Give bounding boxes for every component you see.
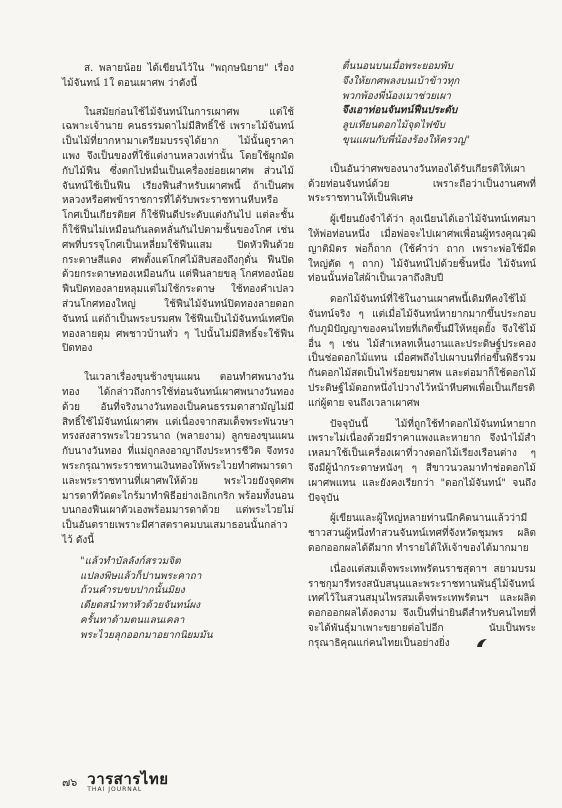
body-paragraph-2: ในเวลาเรื่องขุนช้างขุนแผน ตอนทำศพนางวันทอง ได้กล่าวถึงการใช้ท่อนจันทน์เผาศพนางวันทองด้วย อันที่จริงนางวันทองเป็นคนธรรมดาสามัญไม่มีสิทธิ์ใช้ไม้จันทน์เผาศพ แต่เนื่องจากสมเด็จพระพันวษาทรงสงสารพระไวยวรนาถ (พลายงาม) ลูกของขุนแผนกับนางวันทอง ที่แม่ถูกลงอาญาถึงประหารชีวิต จึงทรงพระกรุณาพระราชทานเงินทองให้พระไวยทำศพมารดา และพระราชทานที่เผาศพให้ด้วย พระไวยยังจุดศพมารดาที่วัดตะไกร้มาทำพิธีอย่างเอิกเกริก พร้อมทั้งนอนบนกองฟืนเผาตัวเองพร้อมมารดาด้วย แต่พระไวยไม่เป็นอันตรายเพราะมีศาสตราคมบนเสมาธอนนั้นกล่าวไว้ ดังนี้: [62, 372, 294, 546]
body-paragraph-4: ผู้เขียนยังจำได้ว่า ลุงเนียนได้เอาไม้จันทน์เทศมาให้พ่อท่อนหนึ่ง เมื่อพ่อจะไปเผาศพเพื่อนผู้ทรงคุณวุฒิญาติมิตร พ่อก็ถาก (ใช้คำว่า ถาก เพราะพ่อใช้มีดใหญ่ตัด ๆ ถาก) ไม้จันทน์ไปด้วยชิ้นหนึ่ง ไม้จันทน์ท่อนนั้นห่อใส่ผ้าเป็นเวลาถึงสิบปี: [308, 214, 536, 285]
verse-line: ครั้นทาด้ามตนแลนเคลา: [80, 614, 185, 626]
body-paragraph-6: ปัจจุบันนี้ ไม้ที่ถูกใช้ทำดอกไม้จันทน์หายาก เพราะไม่เนื่องด้วยมีราคาแพงและหายาก จึงนำไม้สำเหลมาใช้เป็นเครื่องเผาที่วางดอกไม้เรียงเรือนต่าง ๆ จึงมีผู้นำกระดาษหนังๆ ๆ สีขาวนวลมาทำช่อดอกไม้เผาศพแทน และยังคงเรียกว่า "ดอกไม้จันทน์" จนถึงปัจจุบัน: [308, 418, 536, 504]
body-paragraph-7: ผู้เขียนและผู้ใหญ่หลายท่านนึกคิดนานแล้วว่ามีชาวสวนผู้หนึ่งทำสวนจันทน์เทศที่จังหวัดชุมพร ผลิตดอกออกผลได้ดีมาก ทำรายได้ให้เจ้าของได้มากมาย: [308, 513, 536, 554]
verse-line: พวกพ้องพี่น้องเมาช่วยเผา: [342, 90, 451, 102]
page-footer: [62, 770, 532, 794]
body-paragraph-3: เป็นอันว่าศพของนางวันทองได้รับเกียรติให้เผาด้วยท่อนจันทน์ด้วย เพราะถือว่าเป็นงานศพที่พระราชทานให้เป็นพิเศษ: [308, 163, 536, 205]
verse-line: ขุนแผนกับพี่น้องร้องให้ครวญ": [342, 134, 471, 146]
body-paragraph-8: [308, 563, 536, 652]
verse-line: จึงให้ยกศพลงบนเบ้าข้าวทุก: [342, 75, 460, 87]
verse-line: แปลงพิษแล้วก็ปานพระคาถา: [80, 570, 202, 582]
left-column: [62, 62, 294, 643]
intro-paragraph: ส. พลายน้อย ได้เขียนไว้ใน "พฤกษนิยาย" เรื่อง ไม้จันทน์ 1ใ ตอนเผาศพ ว่าดังนี้: [62, 63, 294, 89]
end-of-article-icon: [454, 638, 466, 648]
verse-line: เดียดสนำทาหัวด้วยจันทน์ผง: [80, 600, 201, 612]
verse-line: ลูบเทียนดอกไม้จุดไฟขับ: [342, 120, 446, 132]
verse-line: "แล้วทำบัลลังก์สรวมจิต: [80, 555, 181, 567]
journal-name-english: THAI JOURNAL: [87, 785, 143, 793]
body-paragraph-1: ในสมัยก่อนใช้ไม้จันทน์ในการเผาศพ แต่ใช้เฉพาะเจ้านาย คนธรรมดาไม่มีสิทธิ์ใช้ เพราะไม้จันทน์เป็นไม้ที่ยากหามาเตรียมบรรจุได้ยาก ไม้นั้นดูราคาแพง จึงเป็นของที่ใช้แต่งานหลวงเท่านั้น โดยใช้ผูกมัดกับไม้ฟืน ซึ่งตกไปหมื่นเป็นเครื่องย่อยเผาศพ ส่วนไม้จันทน์ใช้เป็นฟืน เรียงฟืนสำหรับเผาศพนี้ ถ้าเป็นศพหลวงหรือศพข้าราชการที่ได้รับพระราชทานหีบหรือโกศเป็นเกียรติยศ ก็ใช้ฟืนดีประดับแต่งกันไป แต่ละชั้นก็ใช้ฟืนไม่เหมือนกันลดหลั่นกันไปตามชั้นของโกศ เช่น ศพที่บรรจุโกศเป็นเหลี่ยมใช้ฟืนแสม ปิดหัวฟืนด้วยกระดาษสีแดง ศพตั้งแต่โกศไม้สิบสองถึงกุดั่น ฟืนปิดด้วยกระดาษทองเหมือนกัน แต่ฟืนลายขลุ โกศทองน้อย ฟืนปิดทองลายหลุมแต่ไม่ใช้กระดาษ ใช้ทองคำเปลว ส่วนโกศทองใหญ่ ใช้ฟืนไม้จันทน์ปิดทองลายดอกจันทน์ แต่ถ้าเป็นพระบรมศพ ใช้ฟืนเป็นไม้จันทน์เทศปิดทองลายดุม ศพชาวบ้านทั่ว ๆ ไปนั้นไม่มีสิทธิ์จะใช้ฟืนปิดทอง: [62, 106, 294, 355]
verse-line: ตื่นนอนบนเมื่อพระยอมพับ: [342, 61, 453, 72]
body-paragraph-5: ดอกไม้จันทน์ที่ใช้ในงานเผาศพนี้เดิมทีคงใช้ไม้จันทน์จริง ๆ แต่เมื่อไม้จันทน์หายากมากขึ้นประกอบกับภูมิปัญญาของคนไทยที่เกิดขึ้นมีให้หยุดยั้ง จึงใช้ไม้อื่น ๆ เช่น ไม้สำเหลทเห็นงานและประดิษฐ์ประคองเป็นช่อดอกไม้แทน เมื่อศพถึงไปเผาบนที่ก่อขึ้นพิธีรวมกันดอกไม้สดเป็นไฟร้อยขมาศพ และต่อมาก็ใช้ดอกไม้ประดิษฐ์ไม้ดอกหนึ่งไปวางไว้หน้าหีบศพเพื่อเป็นเกียรติแก่ผู้ตาย จนถึงเวลาเผาศพ: [308, 294, 536, 409]
verse-line: พระไวยลุกออกมาอยากนิยมมัน: [80, 629, 213, 641]
verse-line: ถ้วนคำรบขบปากนั้นมิยง: [80, 585, 185, 597]
journal-logo: [87, 769, 169, 793]
page-number: ๗๖: [62, 776, 78, 789]
journal-name-thai: วารสารไทย: [87, 769, 169, 788]
closing-paragraph-text: เนื่องแต่สมเด็จพระเทพรัตนราชสุดาฯ สยามบรมราชกุมารีทรงสนับสนุนและพระราชทานพันธุ์ไม้จันทน์เทศไว้ในสวนสมุนไพรสมเด็จพระเทพรัตนฯ และผลิตดอกออกผลได้งดงาม จึงเป็นที่น่ายินดีสำหรับคนไทยที่จะได้พันธุ์มาเพาะขยายต่อไปอีก นับเป็นพระกรุณาธิคุณแก่คนไทยเป็นอย่างยิ่ง: [308, 563, 536, 649]
verse-line-emphasis: จึงเอาท่อนจันทน์ฟืนประดับ: [342, 105, 458, 117]
right-column: [308, 60, 536, 651]
